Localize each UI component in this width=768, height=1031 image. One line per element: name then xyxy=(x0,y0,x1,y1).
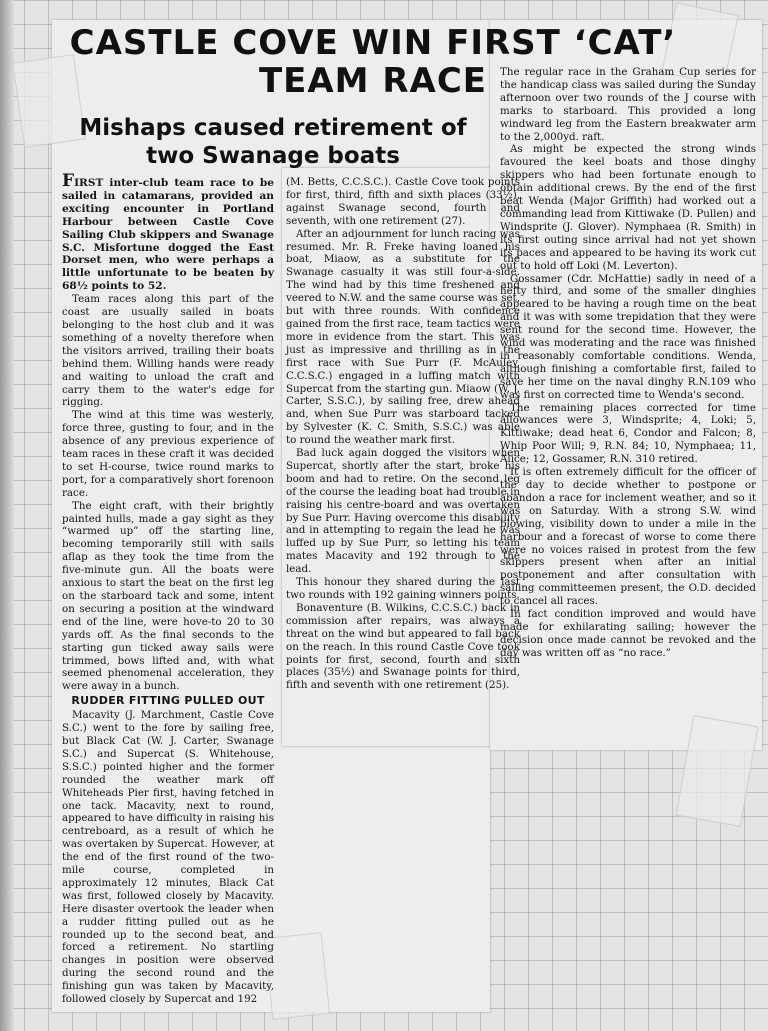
paragraph: The wind at this time was westerly, force three, gusting to four, and in the absence of any previous experience of team races in these craft it was decided to set H-course, twice round marks to port, for a comparatively short forenoon race. xyxy=(62,409,274,499)
headline: CASTLE COVE WIN FIRST ‘CAT’ TEAM RACE xyxy=(69,23,677,101)
paragraph: (M. Betts, C.C.S.C.). Castle Cove took points for first, third, fifth and sixth places (33½), against Swanage second, fourth and seventh, with one retirement (27). xyxy=(286,176,520,227)
paragraph: After an adjournment for lunch racing was resumed. Mr. R. Freke having loaned his boat, Miaow, as a substitute for the Swanage casualty it was still four-a-side. The wind had by this time freshened and veered to N.W. and the same course was set, but with three rounds. With confidence gained from the first race, team tactics were more in evidence from the start. This was just as impressive and thrilling as in the first race with Sue Purr (F. McAuley, C.C.S.C.) engaged in a luffing match with Supercat from the starting gun. Miaow (W. J. Carter, S.S.C.), by sailing free, drew ahead and, when Sue Purr was starboard tacked by Sylvester (K. C. Smith, S.S.C.) was able to round the weather mark first. xyxy=(286,227,520,447)
paragraph: It is often extremely difficult for the officer of the day to decide whether to postpone or abandon a race for inclement weather, and so it was on Saturday. With a strong S.W. wind blowing, visibility down to under a mile in the harbour and a forecast of worse to come there were no voices raised in protest from the few skippers present when after an initial postponement and after consultation with sailing committeemen present, the O.D. decided to cancel all races. xyxy=(500,466,756,608)
crosshead: RUDDER FITTING PULLED OUT xyxy=(71,694,265,708)
subheadline: Mishaps caused retirement of two Swanage boats xyxy=(79,115,467,169)
paragraph: The remaining places corrected for time allowances were 3, Windsprite; 4, Loki; 5, Kittiwake; dead heat 6, Condor and Falcon; 8, Whip Poor Will; 9, R.N. 84; 10, Nymphaea; 11, Alice; 12, Gossamer, R.N. 310 retired. xyxy=(500,401,756,466)
article-column-3 xyxy=(500,66,756,660)
paragraph: Team races along this part of the coast are usually sailed in boats belonging to the host club and it was something of a novelty therefore when the visitors arrived, trailing their boats behind them. Willing hands were ready and waiting to unload the craft and carry them to the water's edge for rigging. xyxy=(62,293,274,409)
lead-paragraph xyxy=(62,171,274,293)
paragraph: Gossamer (Cdr. McHattie) sadly in need of a hefty third, and some of the smaller dinghies appeared to be having a rough time on the beat and it was with some trepidation that they were sent round for the second time. However, the wind was moderating and the race was finished in reasonably comfortable conditions. Wenda, although finishing a comfortable first, failed to save her time on the naval dinghy R.N.109 who was first on corrected time to Wenda's second. xyxy=(500,272,756,401)
paragraph: Bad luck again dogged the visitors when Supercat, shortly after the start, broke his boom and had to retire. On the second leg of the course the leading boat had trouble in raising his centre-board and was overtaken by Sue Purr. Having overcome this disability and in attempting to regain the lead he was luffed up by Sue Purr, so letting his team mates Macavity and 192 through to the lead. xyxy=(286,447,520,576)
page-edge-shadow xyxy=(0,0,14,1031)
article-column-1 xyxy=(62,171,274,1006)
paragraph: Macavity (J. Marchment, Castle Cove S.C.) went to the fore by sailing free, but Black Cat (W. J. Carter, Swanage S.C.) and Supercat (S. Whitehouse, S.S.C.) pointed higher and the former rounded the weather mark off Whiteheads Pier first, having fetched in one tack. Macavity, next to round, appeared to have difficulty in raising his centreboard, as a result of which he was overtaken by Supercat. However, at the end of the first round of the two-mile course, completed in approximately 12 minutes, Black Cat was first, followed closely by Macavity. Here disaster overtook the leader when a rudder fitting pulled out as he rounded up to the second beat, and forced a retirement. No startling changes in position were observed during the second round and the finishing gun was taken by Macavity, followed closely by Supercat and 192 xyxy=(62,709,274,1006)
paragraph: As might be expected the strong winds favoured the keel boats and those dinghy skippers who had been fortunate enough to obtain additional crews. By the end of the first beat Wenda (Major Griffith) had worked out a commanding lead from Kittiwake (D. Pullen) and Windsprite (J. Glover). Nymphaea (R. Smith) in its first outing since arrival had not yet shown its paces and appeared to be having its work cut out to hold off Loki (M. Leverton). xyxy=(500,143,756,272)
drop-cap: F xyxy=(62,171,75,191)
lead-text: IRST inter-club team race to be sailed in catamarans, provided an exciting encounter in Portland Harbour between Castle Cove Sailing Club skippers and Swanage S.C. Misfortune dogged the East Dorset men, who were perhaps a little unfortunate to be beaten by 68½ points to 52. xyxy=(62,177,274,293)
paragraph: In fact condition improved and would have made for exhilarating sailing; however the decision once made cannot be revoked and the day was written off as “no race.” xyxy=(500,608,756,659)
article-column-2 xyxy=(286,176,520,692)
paragraph: Bonaventure (B. Wilkins, C.C.S.C.) back in commission after repairs, was always a threat on the wind but appeared to fall back on the reach. In this round Castle Cove took points for first, second, fourth and sixth places (35½) and Swanage points for third, fifth and seventh with one retirement (25). xyxy=(286,601,520,692)
paragraph: This honour they shared during the last two rounds with 192 gaining winners points. xyxy=(286,576,520,601)
paragraph: The regular race in the Graham Cup series for the handicap class was sailed during the Sunday afternoon over two rounds of the J course with marks to starboard. This provided a long windward leg from the Eastern breakwater arm to the 2,000yd. raft. xyxy=(500,66,756,143)
paragraph: The eight craft, with their brightly painted hulls, made a gay sight as they “warmed up” off the starting line, becoming temporarily still with sails aflap as they took the time from the five-minute gun. All the boats were anxious to start the beat on the first leg on the starboard tack and some, intent on securing a position at the windward end of the line, were hove-to 20 to 30 yards off. As the final seconds to the starting gun ticked away sails were trimmed, bows lifted and, with what seemed phenomenal acceleration, they were away in a bunch. xyxy=(62,499,274,693)
